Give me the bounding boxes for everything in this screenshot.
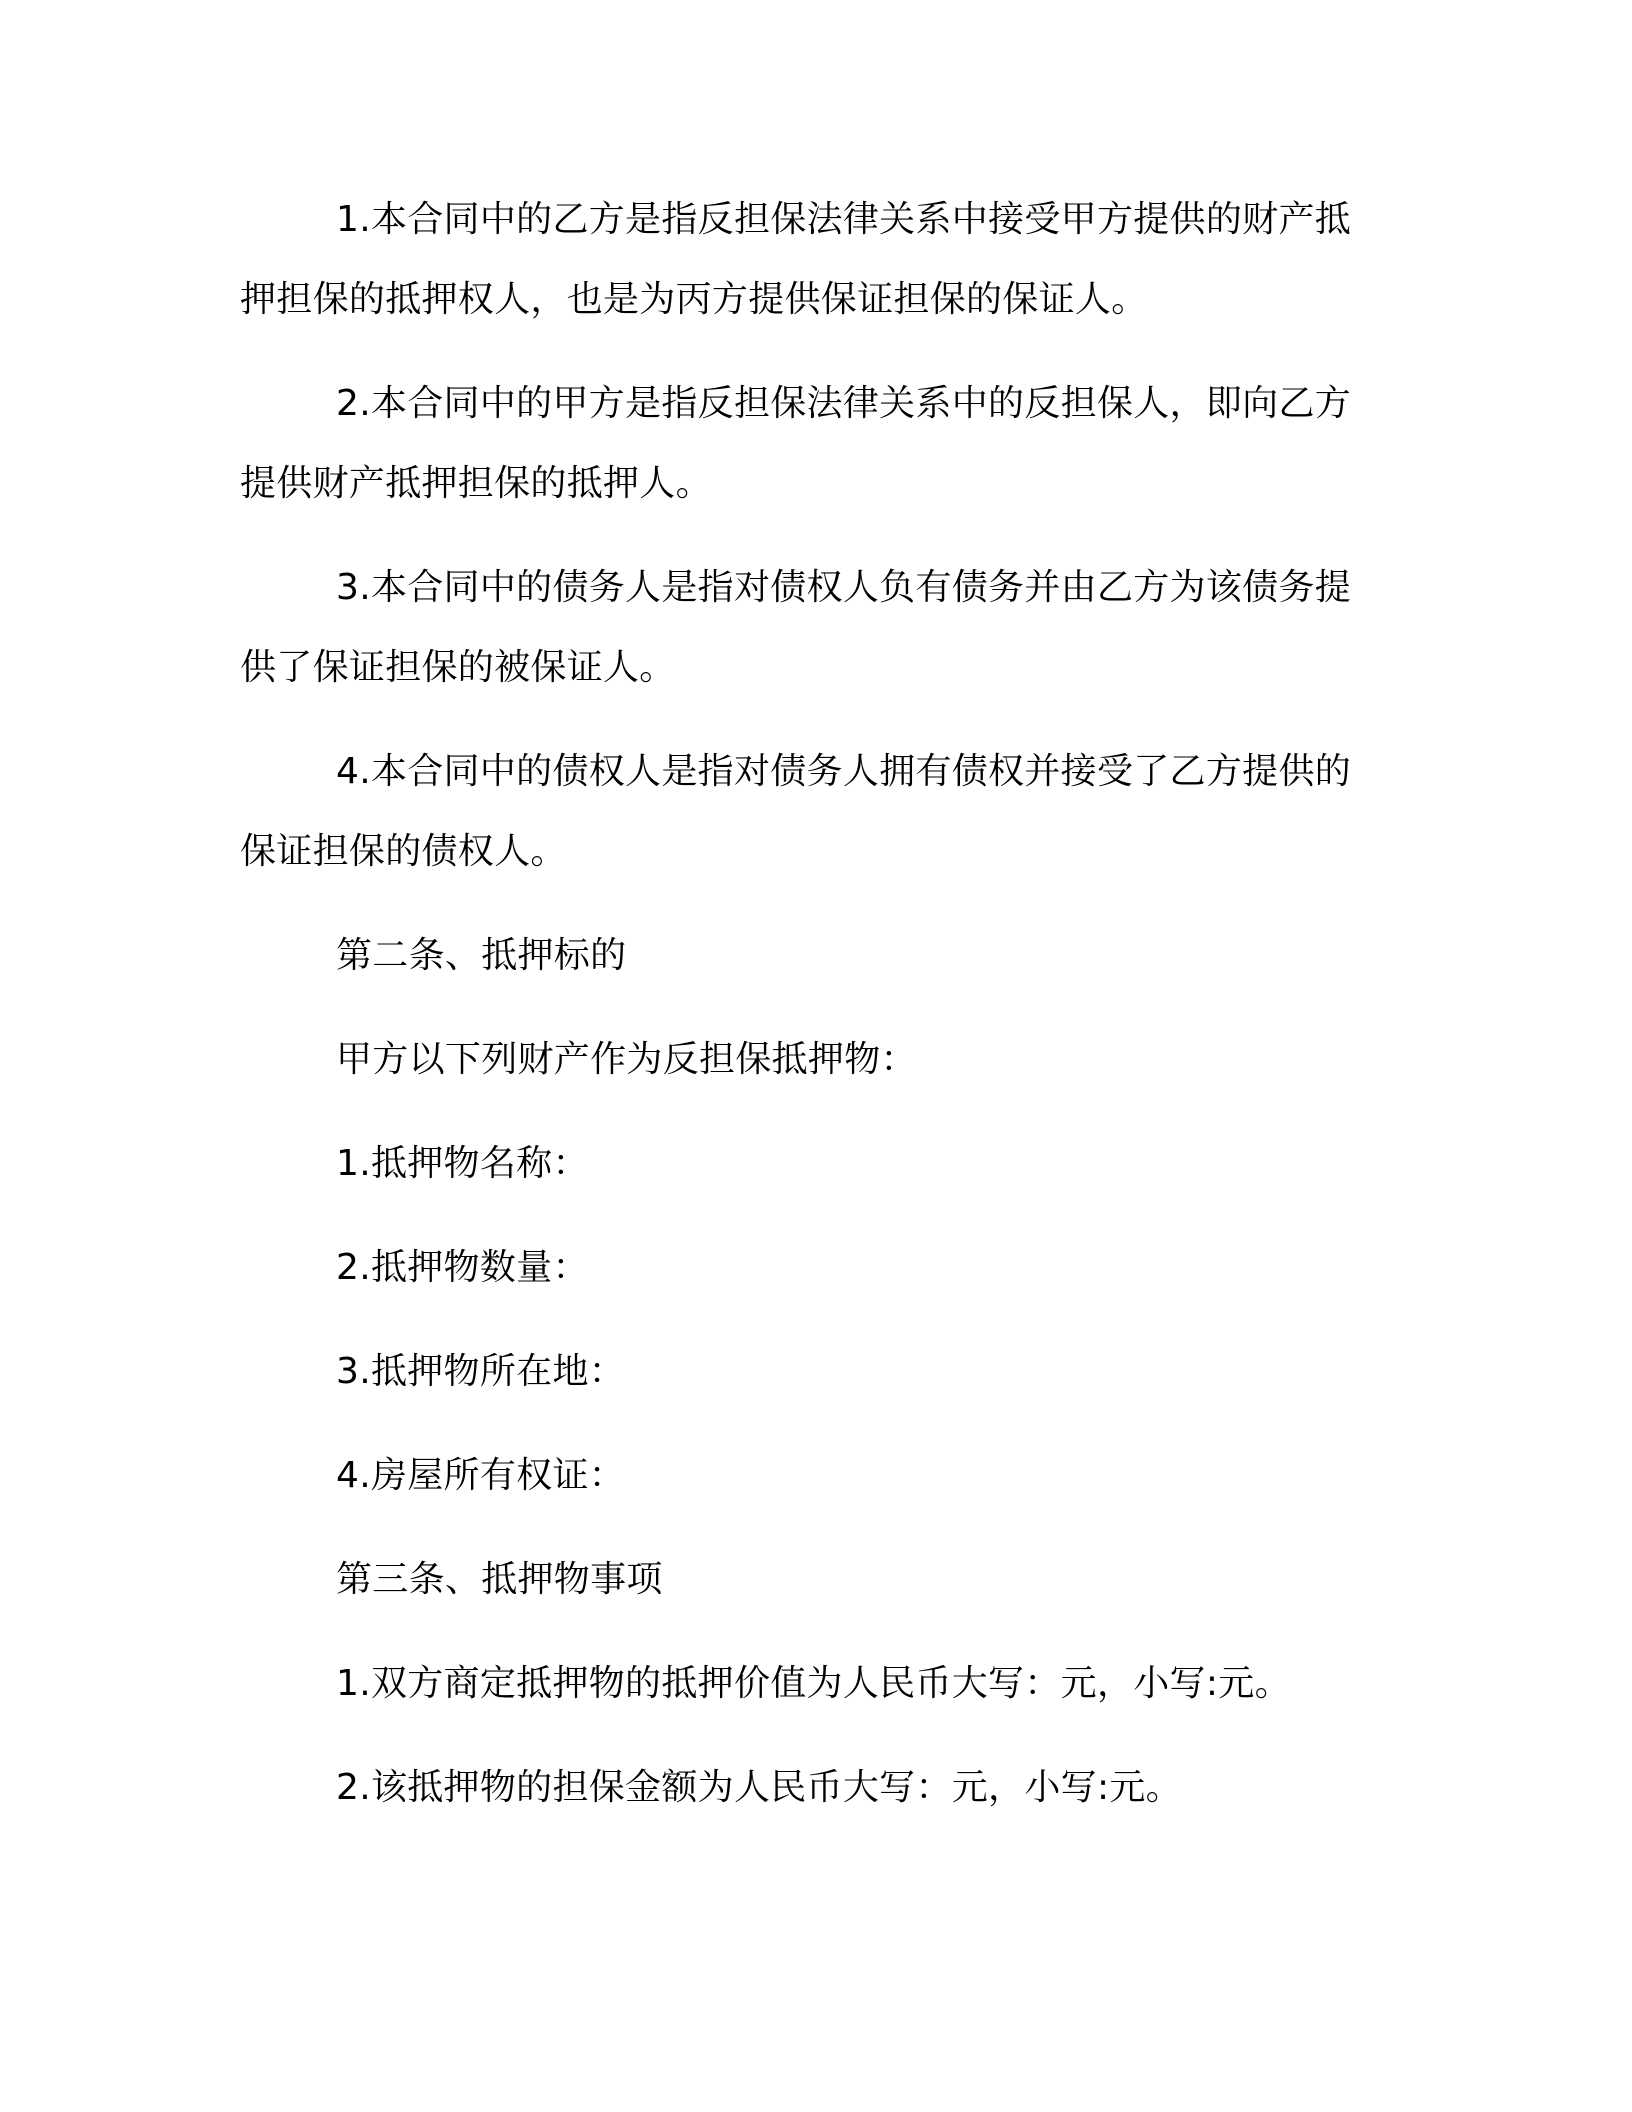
paragraph-definition-3: 3.本合同中的债务人是指对债权人负有债务并由乙方为该债务提供了保证担保的被保证人。 bbox=[240, 567, 1352, 688]
article-3-heading: 第三条、抵押物事项 bbox=[336, 1559, 663, 1600]
collateral-name-line: 1.抵押物名称： bbox=[336, 1143, 589, 1184]
paragraph-definition-4: 4.本合同中的债权人是指对债务人拥有债权并接受了乙方提供的保证担保的债权人。 bbox=[240, 751, 1352, 872]
guarantee-amount-line: 2.该抵押物的担保金额为人民币大写：元，小写:元。 bbox=[336, 1767, 1182, 1808]
collateral-value-line: 1.双方商定抵押物的抵押价值为人民币大写：元，小写:元。 bbox=[336, 1663, 1291, 1704]
paragraph-definition-2: 2.本合同中的甲方是指反担保法律关系中的反担保人，即向乙方提供财产抵押担保的抵押人。 bbox=[240, 383, 1352, 504]
collateral-quantity-line: 2.抵押物数量： bbox=[336, 1247, 589, 1288]
document-body bbox=[240, 180, 1370, 1828]
paragraph-definition-1: 1.本合同中的乙方是指反担保法律关系中接受甲方提供的财产抵押担保的抵押权人，也是为丙方提供保证担保的保证人。 bbox=[240, 199, 1352, 320]
collateral-intro: 甲方以下列财产作为反担保抵押物： bbox=[336, 1039, 917, 1080]
collateral-location-line: 3.抵押物所在地： bbox=[336, 1351, 626, 1392]
article-2-heading: 第二条、抵押标的 bbox=[336, 935, 627, 976]
property-certificate-line: 4.房屋所有权证： bbox=[336, 1455, 626, 1496]
